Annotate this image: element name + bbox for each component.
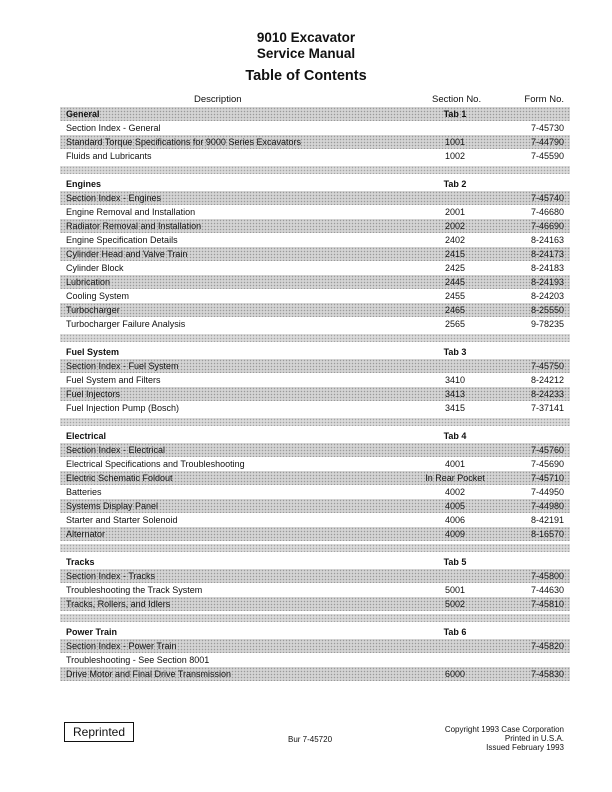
table-row	[60, 569, 570, 583]
section-heading: Power Train	[66, 627, 118, 637]
row-form-no: 8-24203	[530, 291, 564, 301]
section-heading: Fuel System	[66, 347, 120, 357]
row-form-no: 7-45690	[530, 459, 564, 469]
table-row	[60, 653, 570, 667]
row-section-no: 2445	[444, 277, 466, 287]
table-row	[60, 471, 570, 485]
row-section-no: 4009	[444, 529, 466, 539]
row-description: Troubleshooting - See Section 8001	[66, 655, 210, 665]
row-description: Turbocharger	[66, 305, 120, 315]
table-row	[60, 359, 570, 373]
row-description: Fluids and Lubricants	[66, 151, 152, 161]
reprinted-stamp: Reprinted	[64, 722, 134, 742]
section-header-row	[60, 429, 570, 443]
bur-number: Bur 7-45720	[288, 735, 333, 744]
row-form-no: 7-45800	[530, 571, 564, 581]
row-description: Section Index - Power Train	[66, 641, 177, 651]
table-row	[60, 317, 570, 331]
section-column-header: Section No.	[432, 94, 482, 105]
row-description: Drive Motor and Final Drive Transmission	[66, 669, 232, 679]
table-row	[60, 527, 570, 541]
row-section-no: 3415	[444, 403, 466, 413]
row-form-no: 7-45740	[530, 193, 564, 203]
table-row	[60, 149, 570, 163]
section-divider	[60, 166, 570, 174]
row-description: Tracks, Rollers, and Idlers	[66, 599, 171, 609]
tab-label: Tab 2	[443, 179, 467, 189]
row-form-no: 8-16570	[530, 529, 564, 539]
row-description: Section Index - General	[66, 123, 161, 133]
description-column-header: Description	[194, 94, 242, 105]
table-row	[60, 219, 570, 233]
row-form-no: 7-46690	[530, 221, 564, 231]
row-section-no: 2455	[444, 291, 466, 301]
row-section-no: 2415	[444, 249, 466, 259]
row-description: Electrical Specifications and Troubleshooting	[66, 459, 245, 469]
row-description: Troubleshooting the Track System	[66, 585, 203, 595]
section-header-row	[60, 107, 570, 121]
document-subtitle: Service Manual	[256, 46, 356, 61]
row-description: Batteries	[66, 487, 102, 497]
row-form-no: 8-24233	[530, 389, 564, 399]
row-form-no: 7-44790	[530, 137, 564, 147]
section-header-row	[60, 345, 570, 359]
form-column-header: Form No.	[524, 94, 564, 105]
table-row	[60, 597, 570, 611]
row-form-no: 7-45820	[530, 641, 564, 651]
tab-label: Tab 5	[443, 557, 467, 567]
row-description: Radiator Removal and Installation	[66, 221, 202, 231]
copyright-block	[445, 725, 564, 752]
row-section-no: 2565	[444, 319, 466, 329]
table-row	[60, 233, 570, 247]
row-description: Alternator	[66, 529, 106, 539]
row-form-no: 9-78235	[530, 319, 564, 329]
row-form-no: 7-44980	[530, 501, 564, 511]
row-form-no: 7-46680	[530, 207, 564, 217]
table-row	[60, 247, 570, 261]
table-row	[60, 457, 570, 471]
row-section-no: 4006	[444, 515, 466, 525]
row-description: Cylinder Head and Valve Train	[66, 249, 188, 259]
row-description: Section Index - Electrical	[66, 445, 166, 455]
row-section-no: 1002	[444, 151, 466, 161]
row-description: Starter and Starter Solenoid	[66, 515, 178, 525]
row-section-no: 3413	[444, 389, 466, 399]
row-form-no: 8-24163	[530, 235, 564, 245]
row-section-no: 4002	[444, 487, 466, 497]
row-section-no: 4005	[444, 501, 466, 511]
row-form-no: 8-24212	[530, 375, 564, 385]
section-divider	[60, 334, 570, 342]
table-row	[60, 303, 570, 317]
section-header-row	[60, 625, 570, 639]
row-section-no: In Rear Pocket	[425, 473, 485, 483]
tab-label: Tab 3	[443, 347, 467, 357]
table-row	[60, 583, 570, 597]
row-description: Electric Schematic Foldout	[66, 473, 173, 483]
row-form-no: 7-45590	[530, 151, 564, 161]
row-section-no: 2425	[444, 263, 466, 273]
row-form-no: 7-45810	[530, 599, 564, 609]
row-description: Engine Specification Details	[66, 235, 178, 245]
row-form-no: 8-24193	[530, 277, 564, 287]
row-description: Fuel Injection Pump (Bosch)	[66, 403, 180, 413]
section-divider	[60, 544, 570, 552]
section-heading: Engines	[66, 179, 102, 189]
row-form-no: 7-45760	[530, 445, 564, 455]
table-row	[60, 443, 570, 457]
tab-label: Tab 4	[443, 431, 467, 441]
row-form-no: 7-37141	[530, 403, 564, 413]
section-divider	[60, 614, 570, 622]
column-headers	[60, 94, 570, 106]
row-form-no: 7-45710	[530, 473, 564, 483]
row-form-no: 7-45830	[530, 669, 564, 679]
row-description: Cylinder Block	[66, 263, 124, 273]
row-description: Fuel System and Filters	[66, 375, 161, 385]
row-form-no: 8-24173	[530, 249, 564, 259]
row-section-no: 5001	[444, 585, 466, 595]
table-row	[60, 289, 570, 303]
row-form-no: 7-44950	[530, 487, 564, 497]
row-form-no: 8-25550	[530, 305, 564, 315]
table-row	[60, 485, 570, 499]
row-section-no: 6000	[444, 669, 466, 679]
row-description: Section Index - Fuel System	[66, 361, 179, 371]
section-heading: Electrical	[66, 431, 107, 441]
row-form-no: 8-24183	[530, 263, 564, 273]
row-section-no: 2002	[444, 221, 466, 231]
row-form-no: 7-45730	[530, 123, 564, 133]
table-row	[60, 121, 570, 135]
row-form-no: 8-42191	[530, 515, 564, 525]
table-row	[60, 387, 570, 401]
row-description: Systems Display Panel	[66, 501, 159, 511]
row-section-no: 4001	[444, 459, 466, 469]
row-description: Lubrication	[66, 277, 111, 287]
row-description: Engine Removal and Installation	[66, 207, 196, 217]
section-heading: General	[66, 109, 100, 119]
row-description: Fuel Injectors	[66, 389, 121, 399]
tab-label: Tab 6	[443, 627, 467, 637]
table-row	[60, 191, 570, 205]
row-description: Section Index - Engines	[66, 193, 162, 203]
row-section-no: 2402	[444, 235, 466, 245]
row-section-no: 2001	[444, 207, 466, 217]
row-description: Cooling System	[66, 291, 130, 301]
section-header-row	[60, 555, 570, 569]
row-section-no: 2465	[444, 305, 466, 315]
table-row	[60, 667, 570, 681]
row-description: Turbocharger Failure Analysis	[66, 319, 186, 329]
toc-table	[60, 107, 570, 681]
issued-line: Issued February 1993	[486, 743, 564, 752]
section-divider	[60, 418, 570, 426]
table-row	[60, 499, 570, 513]
tab-label: Tab 1	[443, 109, 467, 119]
table-row	[60, 513, 570, 527]
copyright-line: Copyright 1993 Case Corporation	[444, 725, 564, 734]
title-block	[0, 30, 612, 85]
table-row	[60, 401, 570, 415]
row-form-no: 7-44630	[530, 585, 564, 595]
row-section-no: 5002	[444, 599, 466, 609]
section-heading: Tracks	[66, 557, 95, 567]
row-description: Standard Torque Specifications for 9000 Series Excavators	[66, 137, 301, 147]
table-row	[60, 205, 570, 219]
row-section-no: 1001	[444, 137, 466, 147]
document-title: 9010 Excavator	[256, 30, 356, 45]
row-section-no: 3410	[444, 375, 466, 385]
table-row	[60, 275, 570, 289]
printed-line: Printed in U.S.A.	[504, 734, 564, 743]
section-header-row	[60, 177, 570, 191]
table-row	[60, 639, 570, 653]
table-row	[60, 135, 570, 149]
row-form-no: 7-45750	[530, 361, 564, 371]
page-title: Table of Contents	[245, 68, 367, 84]
row-description: Section Index - Tracks	[66, 571, 156, 581]
table-row	[60, 261, 570, 275]
table-row	[60, 373, 570, 387]
